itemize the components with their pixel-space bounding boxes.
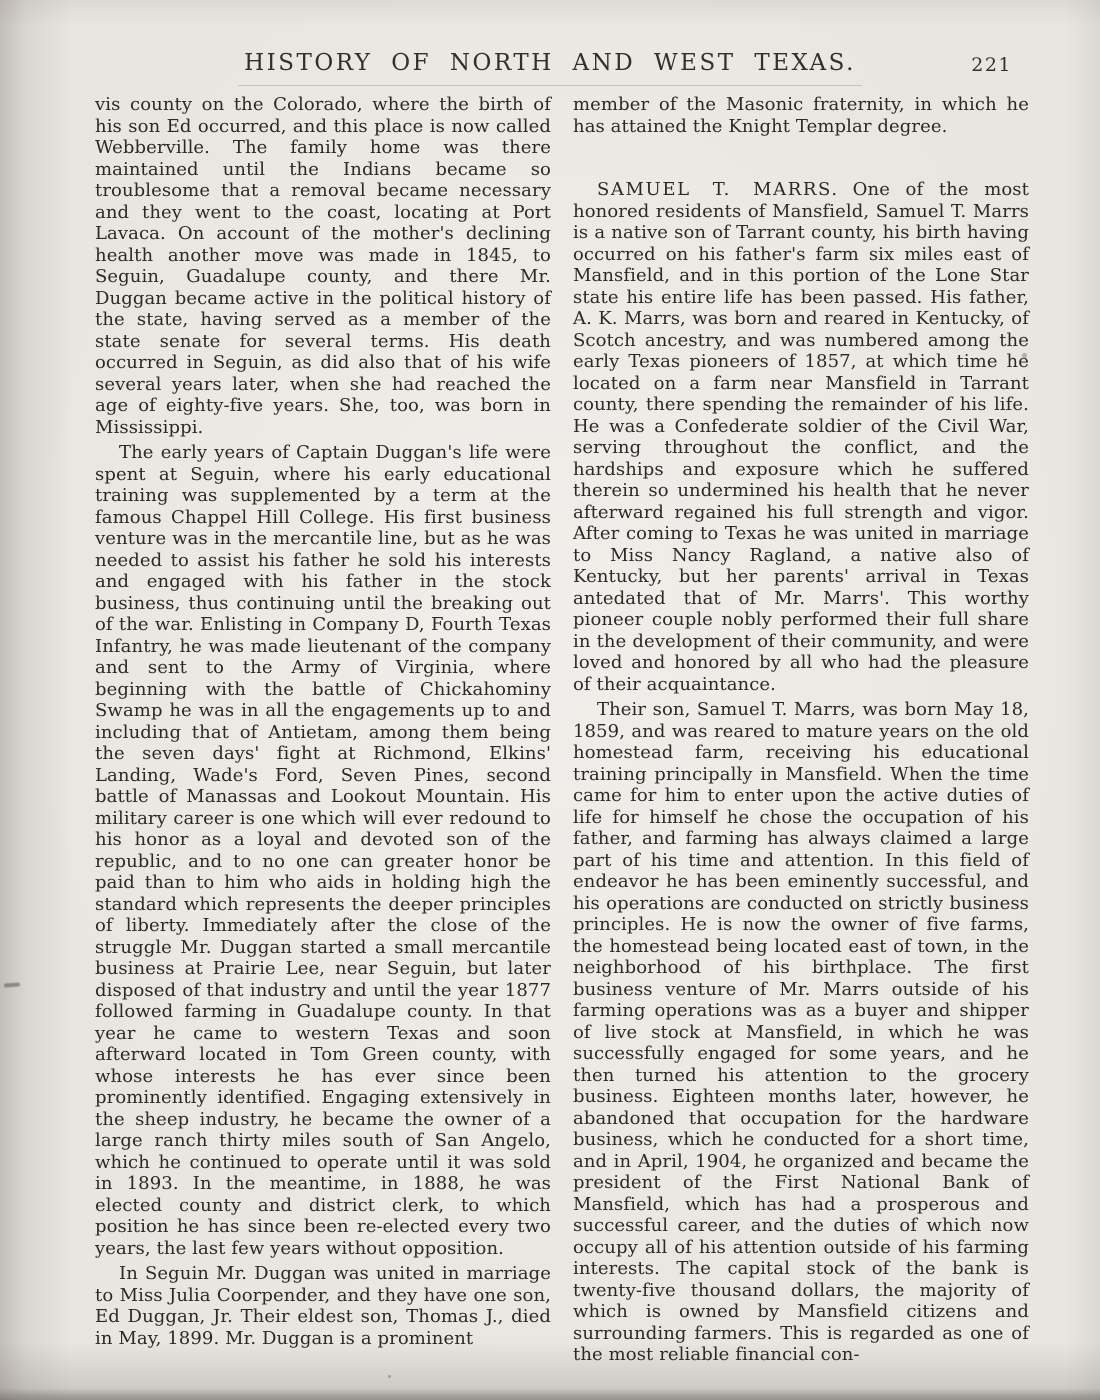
running-head	[0, 50, 1100, 90]
left-column	[95, 94, 551, 1370]
right-column	[573, 94, 1029, 1370]
paragraph-marrs-intro-text: One of the most honored residents of Mansfield, Samuel T. Marrs is a native son of Tarrant county, his birth having occurred on his father's farm six miles east of Mansfield, and in this portion of the Lone Star state his entire life has been passed. His father, A. K. Marrs, was born and reared in Kentucky, of Scotch ancestry, and was numbered among the early Texas pioneers of 1857, at which time he located on a farm near Mansfield in Tarrant county, there spending the remainder of his life. He was a Confederate soldier of the Civil War, serving throughout the conflict, and the hardships and exposure which he suffered therein so undermined his health that he never afterward regained his full strength and vigor. After coming to Texas he was united in marriage to Miss Nancy Ragland, a native also of Kentucky, but her parents' arrival in Texas antedated that of Mr. Marrs'. This worthy pioneer couple nobly performed their full share in the development of their community, and were loved and honored by all who had the pleasure of their acquaintance.	[573, 179, 1029, 695]
page-title-text: HISTORY OF NORTH AND WEST TEXAS.	[238, 50, 862, 86]
scan-speck	[1022, 353, 1027, 358]
paragraph-duggan-marriage: In Seguin Mr. Duggan was united in marriage to Miss Julia Coorpender, and they have one son, Ed Duggan, Jr. Their eldest son, Thomas J., died in May, 1899. Mr. Duggan is a prominent	[95, 1263, 551, 1349]
paragraph-duggan-career: The early years of Captain Duggan's life were spent at Seguin, where his early educational training was supplemented by a term at the famous Chappel Hill College. His first business venture was in the mercantile line, but as he was needed to assist his father he sold his interests and engaged with his father in the stock business, thus continuing until the breaking out of the war. Enlisting in Company D, Fourth Texas Infantry, he was made lieutenant of the company and sent to the Army of Virginia, where beginning with the battle of Chickahominy Swamp he was in all the engagements up to and including that of Antietam, among them being the seven days' fight at Richmond, Elkins' Landing, Wade's Ford, Seven Pines, second battle of Manassas and Lookout Mountain. His military career is one which will ever redound to his honor as a loyal and devoted son of the republic, and to no one can greater honor be paid than to him who aids in holding high the standard which represents the deeper principles of liberty. Immediately after the close of the struggle Mr. Duggan started a small mercantile business at Prairie Lee, near Seguin, but later disposed of that industry and until the year 1877 followed farming in Guadalupe county. In that year he came to western Texas and soon afterward located in Tom Green county, with whose interests he has ever since been prominently identified. Engaging extensively in the sheep industry, he became the owner of a large ranch thirty miles south of San Angelo, which he continued to operate until it was sold in 1893. In the meantime, in 1888, he was elected county and district clerk, to which position he has since been re-elected every two years, the last few years without opposition.	[95, 442, 551, 1259]
paragraph-masonic-continuation: member of the Masonic fraternity, in which he has attained the Knight Templar degree.	[573, 94, 1029, 137]
article-heading-marrs: SAMUEL T. MARRS.	[597, 179, 839, 200]
paragraph-marrs-intro	[573, 179, 1029, 695]
scan-speck	[388, 1375, 391, 1378]
scan-smudge	[4, 982, 20, 987]
text-columns	[95, 94, 1029, 1370]
paragraph-duggan-family: vis county on the Colorado, where the birth of his son Ed occurred, and this place is now called Webberville. The family home was there maintained until the Indians became so troublesome that a removal became necessary and they went to the coast, locating at Port Lavaca. On account of the mother's declining health another move was made in 1845, to Seguin, Guadalupe county, and there Mr. Duggan became active in the political history of the state, having served as a member of the state senate for several terms. His death occurred in Seguin, as did also that of his wife several years later, when she had reached the age of eighty-five years. She, too, was born in Mississippi.	[95, 94, 551, 438]
page-number: 221	[971, 54, 1012, 76]
paragraph-marrs-son: Their son, Samuel T. Marrs, was born May 18, 1859, and was reared to mature years on the old homestead farm, receiving his educational training principally in Mansfield. When the time came for him to enter upon the active duties of life for himself he chose the occupation of his father, and farming has always claimed a large part of his time and attention. In this field of endeavor he has been eminently successful, and his operations are conducted on strictly business principles. He is now the owner of five farms, the homestead being located east of town, in the neighborhood of his birthplace. The first business venture of Mr. Marrs outside of his farming operations was as a buyer and shipper of live stock at Mansfield, in which he was successfully engaged for some years, and he then turned his attention to the grocery business. Eighteen months later, however, he abandoned that occupation for the hardware business, which he conducted for a short time, and in April, 1904, he organized and became the president of the First National Bank of Mansfield, which has had a prosperous and successful career, and the duties of which now occupy all of his attention outside of his farming interests. The capital stock of the bank is twenty-five thousand dollars, the majority of which is owned by Mansfield citizens and surrounding farmers. This is regarded as one of the most reliable financial con-	[573, 699, 1029, 1365]
page-title	[0, 50, 1100, 86]
